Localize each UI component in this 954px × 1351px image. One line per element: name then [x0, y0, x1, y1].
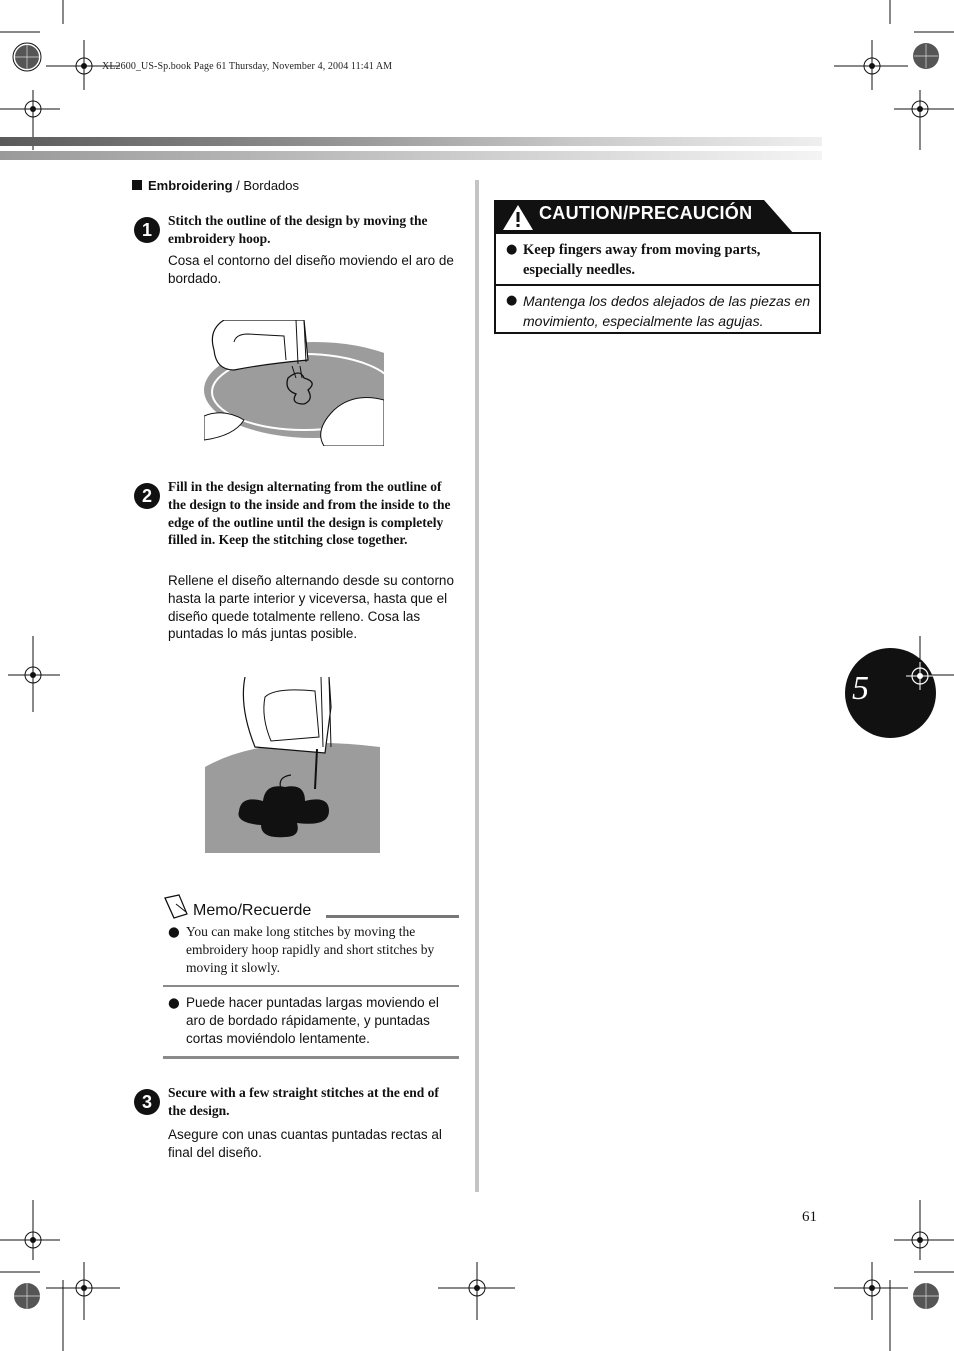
memo-separator [163, 985, 459, 987]
step-1-text-en: Stitch the outline of the design by moving the embroidery hoop. [168, 213, 428, 246]
bullet-icon: ● [168, 924, 180, 940]
step-1-text-es: Cosa el contorno del diseño moviendo el aro de bordado. [168, 253, 454, 286]
section-title-es: Bordados [243, 178, 300, 193]
step-2-number: 2 [134, 483, 160, 509]
bullet-icon: ● [168, 995, 180, 1011]
header-band [0, 137, 822, 146]
step-2-text-en: Fill in the design alternating from the outline of the design to the inside and from the inside to the edge of the outline until the design is completely filled in. Keep the stitching close together. [168, 479, 451, 548]
print-header: XL2600_US-Sp.book Page 61 Thursday, November 4, 2004 11:41 AM [102, 61, 393, 72]
illustration-fill-stitching [205, 677, 380, 853]
memo-text-es: Puede hacer puntadas largas moviendo el aro de bordado rápidamente, y puntadas cortas moviéndolo lentamente. [186, 995, 439, 1046]
caution-item-en [506, 240, 811, 280]
illustration-outline-stitching [204, 320, 384, 446]
chapter-number: 5 [852, 670, 869, 707]
step-1-number: 1 [134, 217, 160, 243]
section-title-separator: / [232, 178, 244, 193]
caution-title: CAUTION/PRECAUCIÓN [539, 203, 753, 223]
header-band-lower [0, 151, 822, 160]
caution-separator [496, 284, 820, 286]
memo-title-rule [326, 915, 459, 918]
memo-item-en [168, 923, 458, 977]
step-3-text-en: Secure with a few straight stitches at the end of the design. [168, 1085, 439, 1118]
column-divider [475, 180, 479, 1192]
caution-text-en: Keep fingers away from moving parts, especially needles. [523, 242, 761, 278]
caution-text-es: Mantenga los dedos alejados de las piezas en movimiento, especialmente las agujas. [523, 293, 811, 329]
bullet-icon: ● [506, 242, 518, 257]
memo-item-es [168, 994, 458, 1048]
step-3-text-es: Asegure con unas cuantas puntadas rectas al final del diseño. [168, 1127, 442, 1160]
memo-text-en: You can make long stitches by moving the embroidery hoop rapidly and short stitches by moving it slowly. [186, 924, 435, 975]
step-2-text-es: Rellene el diseño alternando desde su contorno hasta la parte interior y viceversa, hasta que el diseño quede totalmente relleno. Cosa las puntadas lo más juntas posible. [168, 573, 454, 642]
pencil-memo-icon [162, 892, 190, 920]
caution-item-es [506, 291, 811, 331]
step-3-number: 3 [134, 1089, 160, 1115]
square-bullet-icon [132, 180, 142, 190]
page-number: 61 [802, 1209, 817, 1225]
section-title [132, 178, 299, 193]
bullet-icon: ● [506, 293, 518, 308]
memo-bottom-rule [163, 1056, 459, 1059]
section-title-en: Embroidering [148, 178, 233, 193]
memo-title: Memo/Recuerde [193, 902, 312, 919]
warning-triangle-icon [500, 204, 536, 232]
registration-mark-icon [906, 662, 934, 690]
